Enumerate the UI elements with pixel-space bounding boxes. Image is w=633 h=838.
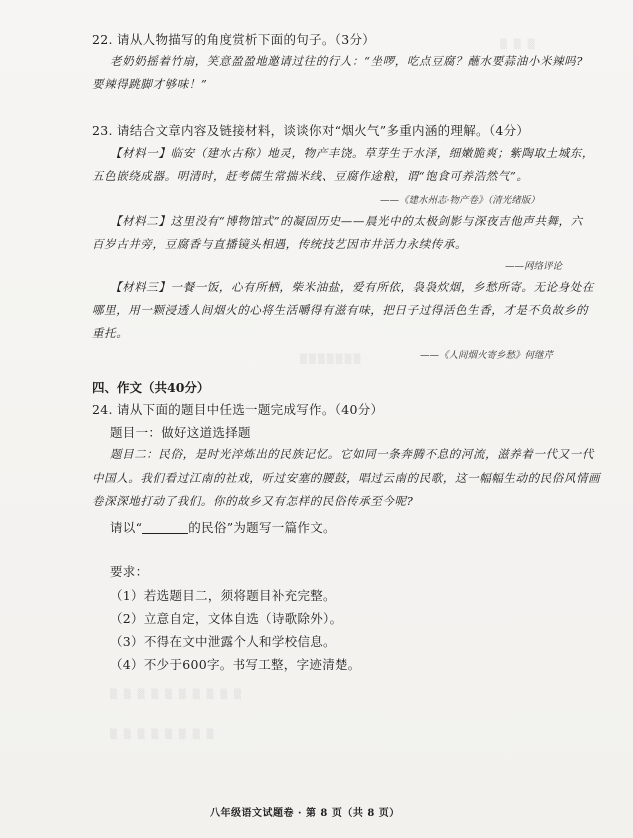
q24-topic-2-line-2: 中国人。我们看过江南的社戏，听过安塞的腰鼓，唱过云南的民歌，这一幅幅生动的民俗风情画 [92, 471, 601, 485]
material-2-line-1: 【材料二】这里没有“博物馆式”的凝固历史——晨光中的太极剑影与深夜吉他声共舞，六 [110, 214, 583, 228]
requirement-item: （3）不得在文中泄露个人和学校信息。 [110, 634, 336, 649]
requirement-item: （2）立意自定，文体自选（诗歌除外）。 [110, 611, 343, 626]
q22-title: 22. 请从人物描写的角度赏析下面的句子。（3分） [92, 32, 376, 47]
page-footer: 八年级语文试题卷 · 第 8 页（共 8 页） [210, 808, 400, 819]
q24-title: 24. 请从下面的题目中任选一题完成写作。（40分） [92, 402, 384, 417]
title-blank [142, 521, 188, 534]
material-2-source: ——网络评论 [505, 261, 563, 272]
requirement-item: （1）若选题目二，须将题目补充完整。 [110, 588, 336, 603]
material-1-source: ——《建水州志·物产卷》（清光绪版） [380, 195, 540, 206]
material-3-line-1: 【材料三】一餐一饭，心有所栖，柴米油盐，爱有所依，袅袅炊烟，乡愁所寄。无论身处在 [110, 280, 594, 294]
q24-topic-2-line-1: 题目二：民俗，是时光淬炼出的民族记忆。它如同一条奔腾不息的河流，滋养着一代又一代 [110, 447, 594, 461]
material-1-line-2: 五色嵌绕成器。明清时，赶考儒生常揣米线、豆腐作途粮，谓“饱食可养浩然气”。 [92, 169, 529, 183]
section-4-heading: 四、作文（共40分） [92, 380, 210, 395]
requirement-item: （4）不少于600字。书写工整，字迹清楚。 [110, 657, 361, 672]
q22-quote-line-2: 要辣得跳脚才够味！” [92, 77, 208, 91]
requirements-heading: 要求： [110, 564, 149, 579]
material-2-line-2: 百岁古井旁，豆腐香与直播镜头相遇，传统技艺因市井活力永续传承。 [92, 237, 468, 251]
bleed-through-texture: ▒ ▒ ▒ [500, 40, 537, 50]
material-3-line-2: 哪里，用一颗浸透人间烟火的心将生活嚼得有滋有味，把日子过得活色生香，才是不负故乡的 [92, 303, 589, 317]
material-3-line-3: 重托。 [92, 326, 129, 340]
q23-title: 23. 请结合文章内容及链接材料，谈谈你对“烟火气”多重内涵的理解。（4分） [92, 123, 530, 138]
material-1-line-1: 【材料一】临安（建水古称）地灵，物产丰饶。草芽生于水泽，细嫩脆爽；紫陶取土城东， [110, 146, 594, 160]
prompt-prefix: 请以“ [110, 520, 143, 535]
q24-writing-prompt [110, 518, 336, 536]
prompt-suffix: 的民俗”为题写一篇作文。 [188, 520, 336, 535]
bleed-through-texture: ▒ ▒ ▒ ▒ ▒ ▒ ▒ ▒ [110, 730, 216, 740]
q24-topic-1: 题目一：做好这道选择题 [110, 425, 251, 440]
q22-quote-line-1: 老奶奶摇着竹扇，笑意盈盈地邀请过往的行人：“坐啰，吃点豆腐？蘸水要蒜油小米辣吗? [110, 54, 584, 68]
bleed-through-texture: ▒▒▒▒▒▒▒ [300, 355, 363, 365]
bleed-through-texture: ▒ ▒ ▒ ▒ ▒ ▒ ▒ ▒ ▒ ▒ [110, 690, 243, 700]
material-3-source: ——《人间烟火寄乡愁》何继芹 [420, 350, 554, 361]
q24-topic-2-line-3: 卷深深地打动了我们。你的故乡又有怎样的民俗传承至今呢? [92, 494, 414, 508]
